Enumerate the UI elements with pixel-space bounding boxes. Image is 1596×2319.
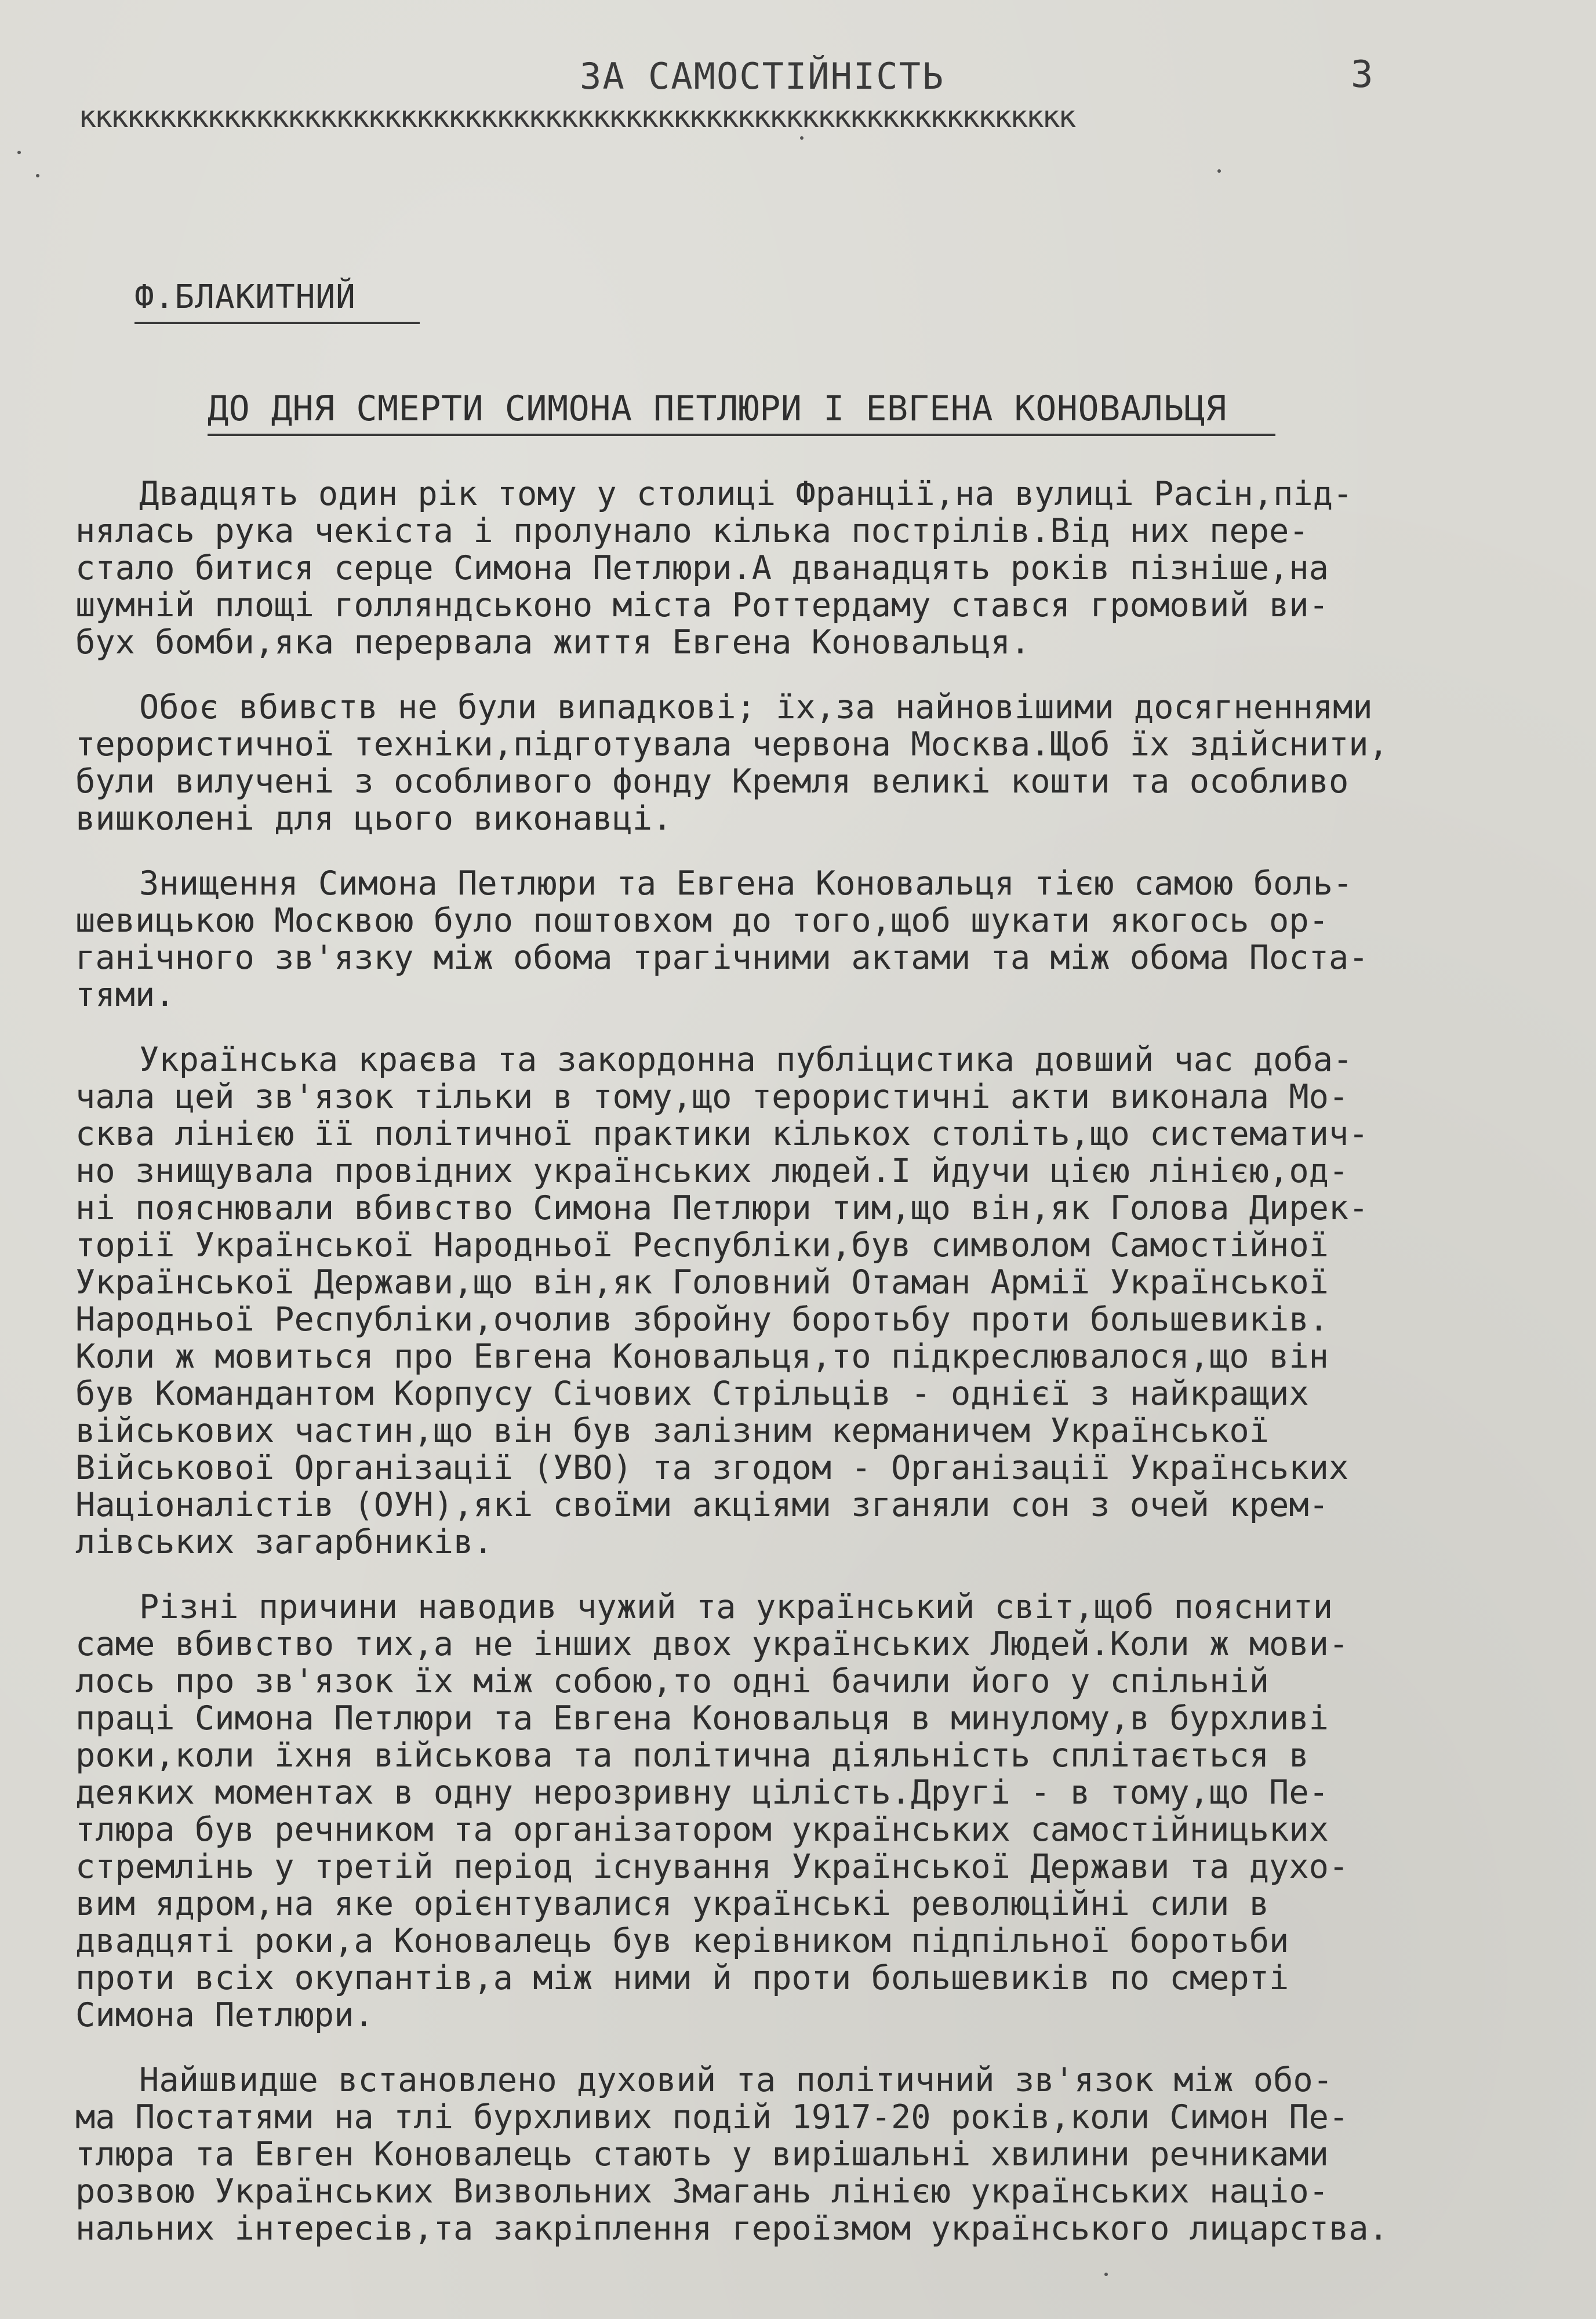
page-number: 3 [1351,53,1373,96]
text-line: Націоналістів (ОУН),які своїми акціями зганяли сон з очей крем- [75,1486,1329,1524]
text-line: розвою Українських Визвольних Змагань лінією українських націо- [75,2172,1329,2211]
text-line: Військової Організації (УВО) та згодом - Організації Українських [75,1449,1349,1487]
text-line: двадцяті роки,а Коновалець був керівником підпільної боротьби [75,1922,1289,1960]
text-line: ма Постатями на тлі бурхливих подій 1917-20 років,коли Симон Пе- [75,2098,1349,2136]
text-line: Двадцять один рік тому у столиці Франції,на вулиці Расін,під- [139,475,1353,513]
text-line: лівських загарбників. [75,1523,493,1561]
text-line: вим ядром,на яке орієнтувалися українські революційні сили в [75,1885,1270,1923]
paragraph-1 [75,475,1525,661]
paper-speck [17,151,21,154]
text-line: чала цей зв'язок тільки в тому,що терористичні акти виконала Мо- [75,1078,1349,1116]
text-line: шевицькою Москвою було поштовхом до того,щоб шукати якогось ор- [75,902,1329,940]
text-line: тлюра та Евген Коновалець стають у вирішальні хвилини речниками [75,2135,1329,2173]
text-line: Знищення Симона Петлюри та Евгена Коновальця тією самою боль- [139,864,1353,903]
article-title: ДО ДНЯ СМЕРТИ СИМОНА ПЕТЛЮРИ І ЕВГЕНА КОНОВАЛЬЦЯ [208,388,1275,436]
paragraph-3 [75,865,1525,1013]
text-line: військових частин,що він був залізним керманичем Української [75,1412,1270,1450]
running-header-title: ЗА САМОСТІЙНІСТЬ [580,55,945,97]
text-line: Коли ж мовиться про Евгена Коновальця,то підкреслювалося,що він [75,1337,1329,1376]
typed-k-separator: кккккккккккккккккккккккккккккккккккккккккккккккккккккккккккккк [78,100,1074,135]
text-line: Обоє вбивств не були випадкові; їх,за найновішими досягненнями [139,688,1373,726]
paper-speck [1217,169,1221,173]
text-line: ні пояснювали вбивство Симона Петлюри тим,що він,як Голова Дирек- [75,1189,1369,1227]
paper-speck [36,174,39,177]
text-line: нялась рука чекіста і пролунало кілька пострілів.Від них пере- [75,512,1309,550]
text-line: стремлінь у третій період існування Української Держави та духо- [75,1848,1349,1886]
text-line: роки,коли їхня військова та політична діяльність сплітається в [75,1736,1309,1775]
text-line: терористичної техніки,підготувала червона Москва.Щоб їх здійснити, [75,725,1388,764]
paragraph-5 [75,1589,1525,2034]
text-line: праці Симона Петлюри та Евгена Коновальця в минулому,в бурхливі [75,1699,1329,1738]
paragraph-6 [75,2062,1525,2247]
text-line: Найшвидше встановлено духовий та політичний зв'язок між обо- [139,2061,1333,2099]
text-line: вишколені для цього виконавці. [75,799,672,838]
text-line: Народньої Республіки,очолив збройну боротьбу проти большевиків. [75,1300,1329,1339]
text-line: нальних інтересів,та закріплення героїзмом українського лицарства. [75,2209,1388,2248]
paragraph-2 [75,689,1525,837]
text-line: но знищувала провідних українських людей.І йдучи цією лінією,од- [75,1152,1349,1190]
text-line: Українська краєва та закордонна публіцистика довший час доба- [139,1041,1353,1079]
article-author: Ф.БЛАКИТНИЙ [134,278,420,324]
text-line: стало битися серце Симона Петлюри.А дванадцять років пізніше,на [75,549,1329,587]
text-line: шумній площі голляндськоно міста Роттердаму стався громовий ви- [75,586,1329,624]
text-line: сква лінією її політичної практики кількох століть,що систематич- [75,1115,1369,1153]
text-line: саме вбивство тих,а не інших двох українських Людей.Коли ж мови- [75,1625,1349,1663]
text-line: лось про зв'язок їх між собою,то одні бачили його у спільній [75,1662,1270,1700]
text-line: ганічного зв'язку між обома трагічними актами та між обома Поста- [75,939,1369,977]
text-line: були вилучені з особливого фонду Кремля великі кошти та особливо [75,762,1349,801]
paper-speck [800,136,804,140]
text-line: проти всіх окупантів,а між ними й проти большевиків по смерті [75,1959,1289,1997]
text-line: Української Держави,що він,як Головний Отаман Армії Української [75,1263,1329,1302]
text-line: деяких моментах в одну нерозривну цілість.Другі - в тому,що Пе- [75,1773,1329,1812]
text-line: був Командантом Корпусу Січових Стрільців - однієї з найкращих [75,1375,1309,1413]
paper-speck [1104,2273,1108,2276]
paragraph-4 [75,1041,1525,1561]
text-line: бух бомби,яка перервала життя Евгена Коновальця. [75,623,1031,661]
text-line: тями. [75,976,175,1014]
text-line: торії Української Народньої Республіки,був символом Самостійної [75,1226,1329,1264]
text-line: Різні причини наводив чужий та український світ,щоб пояснити [139,1588,1333,1626]
text-line: тлюра був речником та організатором українських самостійницьких [75,1811,1329,1849]
article-body [75,475,1525,2275]
text-line: Симона Петлюри. [75,1996,374,2034]
